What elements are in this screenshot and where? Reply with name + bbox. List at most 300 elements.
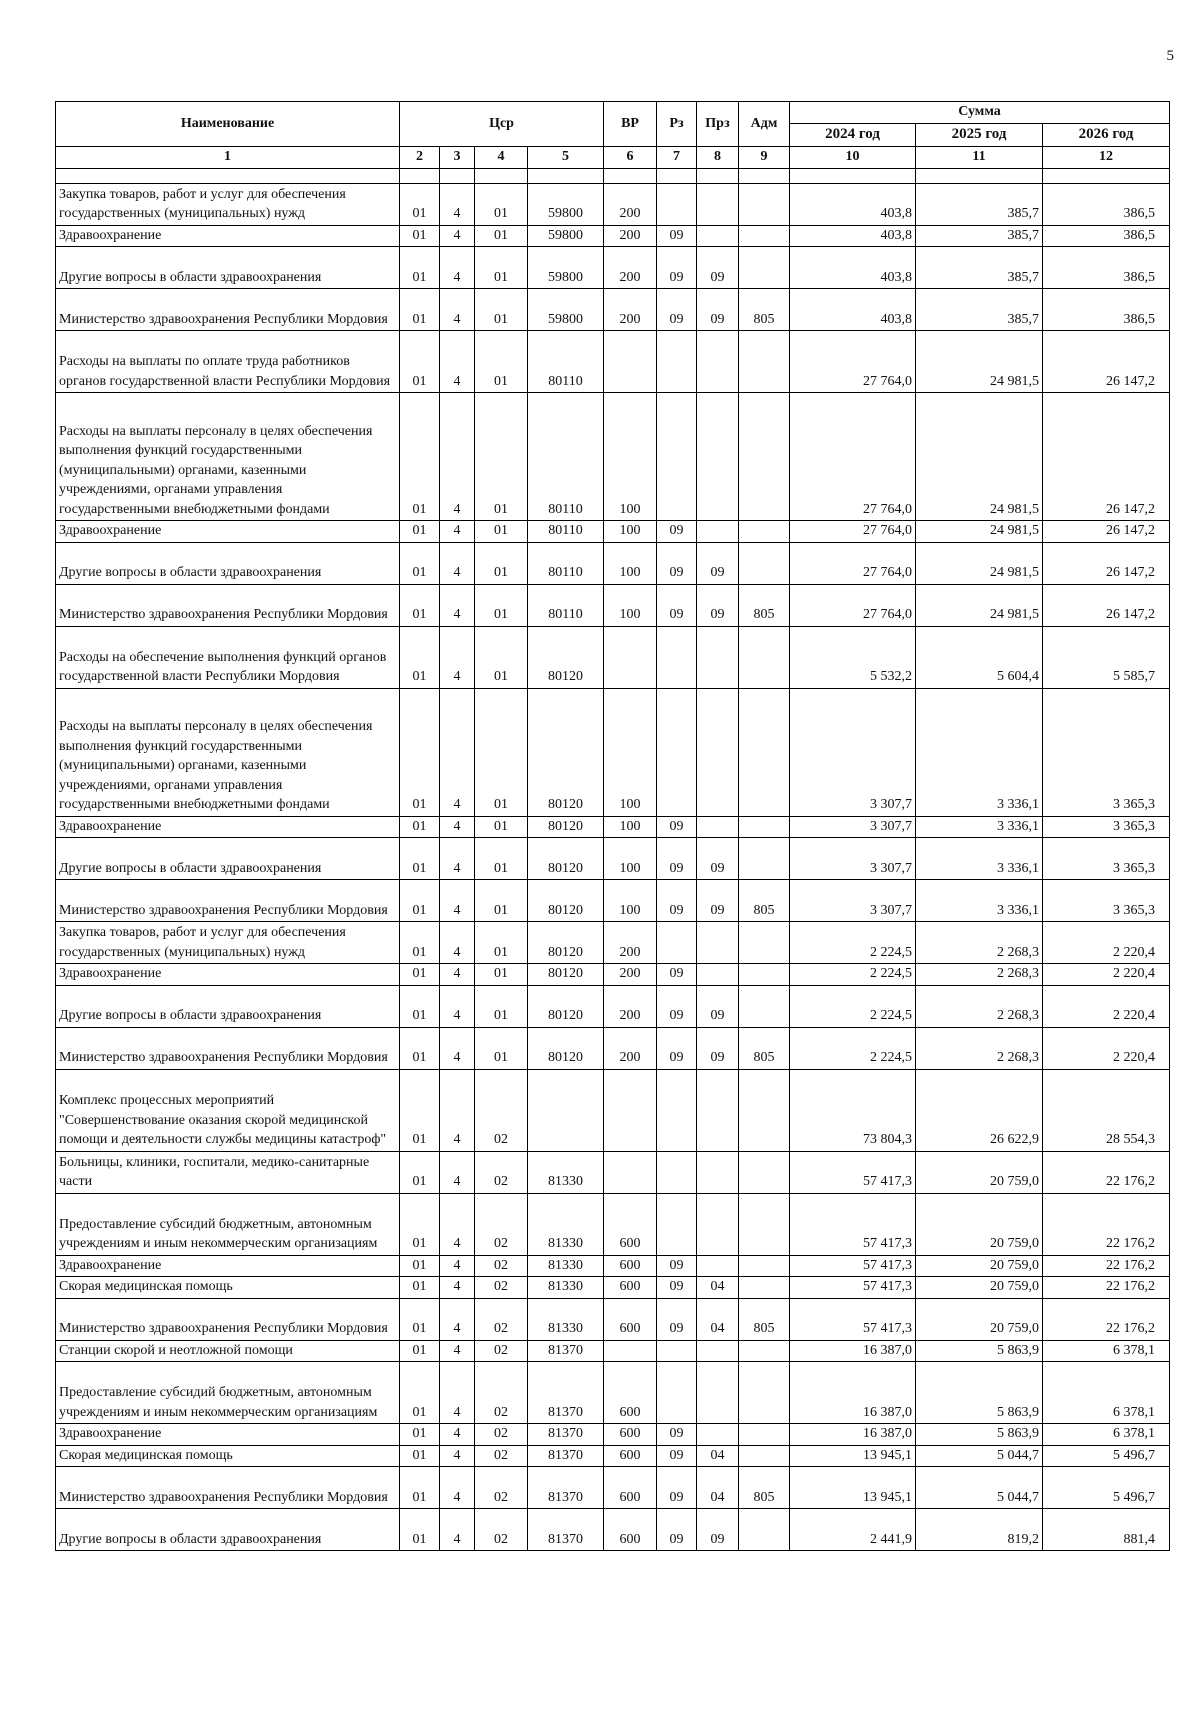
cell-prz (697, 183, 739, 225)
cell-tsr-complex: 01 (475, 816, 528, 838)
cell-tsr-complex: 02 (475, 1193, 528, 1255)
cell-sum-2026: 386,5 (1043, 247, 1170, 289)
cell-sum-2026: 5 496,7 (1043, 1445, 1170, 1467)
cell-sum-2026: 26 147,2 (1043, 584, 1170, 626)
row-name: Министерство здравоохранения Республики Мордовия (56, 289, 400, 331)
cell-tsr-direction: 81330 (528, 1193, 604, 1255)
cell-sum-2024: 27 764,0 (790, 331, 916, 393)
row-name: Расходы на обеспечение выполнения функций органов государственной власти Республики Мордовия (56, 626, 400, 688)
cell-tsr-program: 01 (400, 922, 440, 964)
cell-sum-2025: 24 981,5 (916, 393, 1043, 521)
cell-tsr-direction: 80120 (528, 838, 604, 880)
cell-sum-2025: 3 336,1 (916, 816, 1043, 838)
cell-tsr-type: 4 (440, 1445, 475, 1467)
cell-sum-2026: 26 147,2 (1043, 393, 1170, 521)
table-row (56, 1362, 1170, 1424)
cell-adm: 805 (739, 880, 790, 922)
cell-tsr-direction: 59800 (528, 289, 604, 331)
cell-rz (657, 1193, 697, 1255)
row-name: Расходы на выплаты персоналу в целях обеспечения выполнения функций государственными (муниципальными) органами, казенными учреждениями, органами управления государственными внебюджетными фондами (56, 393, 400, 521)
cell-prz (697, 1069, 739, 1151)
cell-tsr-direction: 81370 (528, 1509, 604, 1551)
cell-prz: 09 (697, 584, 739, 626)
table-row (56, 1467, 1170, 1509)
cell-vr: 200 (604, 922, 657, 964)
table-row (56, 521, 1170, 543)
cell-prz: 09 (697, 247, 739, 289)
cell-sum-2026: 386,5 (1043, 225, 1170, 247)
cell-rz (657, 1151, 697, 1193)
cell-tsr-direction: 59800 (528, 183, 604, 225)
header-year-2024: 2024 год (790, 124, 916, 147)
row-name: Здравоохранение (56, 1255, 400, 1277)
cell-sum-2025: 819,2 (916, 1509, 1043, 1551)
cell-tsr-type: 4 (440, 626, 475, 688)
cell-tsr-direction: 80120 (528, 985, 604, 1027)
cell-tsr-type: 4 (440, 1467, 475, 1509)
cell-tsr-complex: 02 (475, 1151, 528, 1193)
cell-tsr-type: 4 (440, 1027, 475, 1069)
cell-sum-2026: 2 220,4 (1043, 985, 1170, 1027)
cell-sum-2025: 2 268,3 (916, 1027, 1043, 1069)
cell-sum-2026: 5 496,7 (1043, 1467, 1170, 1509)
row-name: Другие вопросы в области здравоохранения (56, 1509, 400, 1551)
cell-adm: 805 (739, 1467, 790, 1509)
cell-vr: 100 (604, 393, 657, 521)
cell-prz (697, 331, 739, 393)
cell-sum-2026: 26 147,2 (1043, 521, 1170, 543)
row-name: Закупка товаров, работ и услуг для обеспечения государственных (муниципальных) нужд (56, 183, 400, 225)
cell-tsr-direction: 80110 (528, 331, 604, 393)
cell-sum-2025: 385,7 (916, 183, 1043, 225)
cell-rz: 09 (657, 1298, 697, 1340)
cell-tsr-program: 01 (400, 1193, 440, 1255)
cell-sum-2025: 3 336,1 (916, 688, 1043, 816)
cell-prz: 04 (697, 1445, 739, 1467)
cell-tsr-complex: 01 (475, 1027, 528, 1069)
cell-vr: 100 (604, 542, 657, 584)
cell-rz: 09 (657, 542, 697, 584)
cell-tsr-direction: 80120 (528, 626, 604, 688)
header-year-2026: 2026 год (1043, 124, 1170, 147)
table-row (56, 183, 1170, 225)
cell-adm (739, 521, 790, 543)
cell-sum-2026: 22 176,2 (1043, 1277, 1170, 1299)
cell-tsr-type: 4 (440, 584, 475, 626)
cell-tsr-direction: 80110 (528, 393, 604, 521)
cell-sum-2025: 2 268,3 (916, 985, 1043, 1027)
row-name: Скорая медицинская помощь (56, 1445, 400, 1467)
cell-vr (604, 1151, 657, 1193)
cell-vr: 600 (604, 1277, 657, 1299)
cell-tsr-direction: 80120 (528, 880, 604, 922)
cell-rz: 09 (657, 247, 697, 289)
cell-sum-2024: 57 417,3 (790, 1255, 916, 1277)
cell-tsr-complex: 01 (475, 964, 528, 986)
cell-vr: 200 (604, 289, 657, 331)
cell-rz (657, 393, 697, 521)
cell-tsr-type: 4 (440, 225, 475, 247)
cell-tsr-type: 4 (440, 838, 475, 880)
cell-prz (697, 922, 739, 964)
cell-prz (697, 688, 739, 816)
cell-sum-2025: 3 336,1 (916, 838, 1043, 880)
row-name: Здравоохранение (56, 1424, 400, 1446)
cell-tsr-complex: 01 (475, 247, 528, 289)
cell-tsr-program: 01 (400, 1445, 440, 1467)
cell-sum-2024: 16 387,0 (790, 1362, 916, 1424)
cell-tsr-program: 01 (400, 521, 440, 543)
cell-vr (604, 1069, 657, 1151)
cell-tsr-type: 4 (440, 1151, 475, 1193)
row-name: Больницы, клиники, госпитали, медико-санитарные части (56, 1151, 400, 1193)
cell-sum-2024: 27 764,0 (790, 542, 916, 584)
cell-rz: 09 (657, 1027, 697, 1069)
cell-tsr-complex: 01 (475, 521, 528, 543)
cell-sum-2025: 20 759,0 (916, 1151, 1043, 1193)
cell-sum-2026: 22 176,2 (1043, 1298, 1170, 1340)
cell-sum-2024: 403,8 (790, 183, 916, 225)
cell-rz: 09 (657, 1509, 697, 1551)
cell-sum-2024: 3 307,7 (790, 816, 916, 838)
table-row (56, 331, 1170, 393)
cell-adm (739, 247, 790, 289)
cell-tsr-type: 4 (440, 183, 475, 225)
cell-adm (739, 183, 790, 225)
column-number-row (56, 147, 1170, 169)
cell-sum-2024: 16 387,0 (790, 1340, 916, 1362)
row-name: Расходы на выплаты персоналу в целях обеспечения выполнения функций государственными (муниципальными) органами, казенными учреждениями, органами управления государственными внебюджетными фондами (56, 688, 400, 816)
cell-tsr-type: 4 (440, 1298, 475, 1340)
cell-rz (657, 1340, 697, 1362)
cell-adm (739, 985, 790, 1027)
cell-prz (697, 964, 739, 986)
cell-prz (697, 393, 739, 521)
cell-sum-2025: 5 863,9 (916, 1340, 1043, 1362)
cell-sum-2026: 3 365,3 (1043, 688, 1170, 816)
cell-tsr-type: 4 (440, 1340, 475, 1362)
cell-vr: 100 (604, 816, 657, 838)
header-rz: Рз (657, 102, 697, 147)
cell-sum-2024: 403,8 (790, 247, 916, 289)
cell-sum-2025: 3 336,1 (916, 880, 1043, 922)
row-name: Комплекс процессных мероприятий "Совершенствование оказания скорой медицинской помощи и деятельности службы медицины катастроф" (56, 1069, 400, 1151)
cell-adm (739, 1509, 790, 1551)
cell-sum-2025: 26 622,9 (916, 1069, 1043, 1151)
cell-tsr-direction: 80110 (528, 521, 604, 543)
cell-sum-2024: 57 417,3 (790, 1298, 916, 1340)
row-name: Предоставление субсидий бюджетным, автономным учреждениям и иным некоммерческим организациям (56, 1362, 400, 1424)
cell-tsr-type: 4 (440, 964, 475, 986)
cell-adm (739, 1445, 790, 1467)
cell-sum-2026: 5 585,7 (1043, 626, 1170, 688)
cell-tsr-complex: 01 (475, 225, 528, 247)
cell-adm (739, 964, 790, 986)
page-number: 5 (1166, 48, 1174, 64)
cell-sum-2026: 2 220,4 (1043, 1027, 1170, 1069)
cell-vr: 600 (604, 1509, 657, 1551)
cell-sum-2025: 20 759,0 (916, 1193, 1043, 1255)
table-row (56, 626, 1170, 688)
cell-tsr-program: 01 (400, 1298, 440, 1340)
cell-tsr-type: 4 (440, 880, 475, 922)
table-row (56, 985, 1170, 1027)
cell-adm (739, 225, 790, 247)
row-name: Здравоохранение (56, 816, 400, 838)
cell-tsr-direction: 80120 (528, 1027, 604, 1069)
cell-sum-2025: 385,7 (916, 289, 1043, 331)
cell-tsr-complex: 01 (475, 838, 528, 880)
cell-sum-2026: 22 176,2 (1043, 1151, 1170, 1193)
row-name: Здравоохранение (56, 964, 400, 986)
cell-tsr-type: 4 (440, 1069, 475, 1151)
cell-tsr-program: 01 (400, 1255, 440, 1277)
cell-tsr-complex: 01 (475, 393, 528, 521)
cell-tsr-program: 01 (400, 838, 440, 880)
cell-tsr-direction: 59800 (528, 247, 604, 289)
table-row (56, 1151, 1170, 1193)
cell-rz: 09 (657, 985, 697, 1027)
cell-tsr-type: 4 (440, 393, 475, 521)
table-row (56, 922, 1170, 964)
header-vr: ВР (604, 102, 657, 147)
cell-sum-2026: 386,5 (1043, 183, 1170, 225)
cell-tsr-direction: 81330 (528, 1151, 604, 1193)
row-name: Другие вопросы в области здравоохранения (56, 838, 400, 880)
cell-tsr-complex: 01 (475, 183, 528, 225)
cell-vr: 600 (604, 1445, 657, 1467)
cell-rz: 09 (657, 1424, 697, 1446)
cell-vr: 200 (604, 247, 657, 289)
cell-rz (657, 1069, 697, 1151)
cell-sum-2024: 2 224,5 (790, 922, 916, 964)
cell-rz: 09 (657, 838, 697, 880)
cell-tsr-program: 01 (400, 1509, 440, 1551)
cell-vr: 100 (604, 521, 657, 543)
cell-sum-2025: 5 044,7 (916, 1445, 1043, 1467)
cell-tsr-program: 01 (400, 289, 440, 331)
cell-tsr-complex: 02 (475, 1069, 528, 1151)
cell-tsr-program: 01 (400, 393, 440, 521)
cell-vr: 200 (604, 225, 657, 247)
table-row (56, 880, 1170, 922)
cell-adm: 805 (739, 1027, 790, 1069)
cell-tsr-program: 01 (400, 1467, 440, 1509)
table-row (56, 247, 1170, 289)
cell-sum-2024: 27 764,0 (790, 584, 916, 626)
cell-prz (697, 626, 739, 688)
cell-vr: 600 (604, 1362, 657, 1424)
cell-rz: 09 (657, 1277, 697, 1299)
row-name: Другие вопросы в области здравоохранения (56, 247, 400, 289)
cell-tsr-complex: 01 (475, 584, 528, 626)
table-row (56, 1069, 1170, 1151)
cell-prz: 09 (697, 542, 739, 584)
cell-tsr-direction: 59800 (528, 225, 604, 247)
cell-tsr-complex: 01 (475, 688, 528, 816)
cell-prz: 04 (697, 1277, 739, 1299)
cell-prz: 04 (697, 1467, 739, 1509)
table-row (56, 584, 1170, 626)
cell-sum-2026: 3 365,3 (1043, 880, 1170, 922)
row-name: Другие вопросы в области здравоохранения (56, 542, 400, 584)
cell-tsr-complex: 02 (475, 1467, 528, 1509)
cell-sum-2026: 6 378,1 (1043, 1362, 1170, 1424)
cell-sum-2024: 3 307,7 (790, 838, 916, 880)
cell-sum-2025: 2 268,3 (916, 964, 1043, 986)
cell-sum-2025: 385,7 (916, 247, 1043, 289)
cell-adm (739, 1069, 790, 1151)
cell-tsr-program: 01 (400, 1027, 440, 1069)
cell-tsr-direction: 80110 (528, 584, 604, 626)
cell-rz (657, 183, 697, 225)
cell-sum-2025: 20 759,0 (916, 1298, 1043, 1340)
cell-prz (697, 521, 739, 543)
column-number: 3 (440, 147, 475, 169)
row-name: Здравоохранение (56, 225, 400, 247)
cell-rz: 09 (657, 584, 697, 626)
column-number: 9 (739, 147, 790, 169)
cell-sum-2024: 16 387,0 (790, 1424, 916, 1446)
cell-tsr-type: 4 (440, 1193, 475, 1255)
cell-vr: 100 (604, 880, 657, 922)
column-number: 7 (657, 147, 697, 169)
cell-prz (697, 1151, 739, 1193)
cell-adm (739, 688, 790, 816)
cell-sum-2026: 2 220,4 (1043, 964, 1170, 986)
cell-rz: 09 (657, 225, 697, 247)
table-header (56, 102, 1170, 169)
cell-tsr-program: 01 (400, 331, 440, 393)
cell-rz: 09 (657, 964, 697, 986)
cell-prz: 09 (697, 289, 739, 331)
table-row (56, 225, 1170, 247)
table-row (56, 688, 1170, 816)
cell-tsr-type: 4 (440, 922, 475, 964)
cell-rz (657, 331, 697, 393)
row-name: Станции скорой и неотложной помощи (56, 1340, 400, 1362)
cell-adm (739, 838, 790, 880)
cell-tsr-complex: 02 (475, 1424, 528, 1446)
cell-tsr-direction: 81330 (528, 1277, 604, 1299)
cell-tsr-program: 01 (400, 964, 440, 986)
cell-adm (739, 626, 790, 688)
cell-tsr-type: 4 (440, 542, 475, 584)
cell-rz: 09 (657, 1445, 697, 1467)
cell-tsr-complex: 01 (475, 922, 528, 964)
cell-adm (739, 1362, 790, 1424)
cell-tsr-program: 01 (400, 1069, 440, 1151)
cell-tsr-type: 4 (440, 1362, 475, 1424)
header-tsr: Цср (400, 102, 604, 147)
cell-tsr-type: 4 (440, 289, 475, 331)
cell-prz: 04 (697, 1298, 739, 1340)
cell-vr: 200 (604, 964, 657, 986)
table-row (56, 1255, 1170, 1277)
table-row (56, 1277, 1170, 1299)
cell-sum-2024: 3 307,7 (790, 880, 916, 922)
row-name: Министерство здравоохранения Республики Мордовия (56, 880, 400, 922)
cell-adm (739, 542, 790, 584)
cell-tsr-program: 01 (400, 225, 440, 247)
cell-tsr-complex: 01 (475, 880, 528, 922)
cell-rz (657, 688, 697, 816)
cell-sum-2024: 2 224,5 (790, 1027, 916, 1069)
column-number: 10 (790, 147, 916, 169)
cell-sum-2025: 5 604,4 (916, 626, 1043, 688)
cell-tsr-type: 4 (440, 1424, 475, 1446)
cell-tsr-type: 4 (440, 816, 475, 838)
cell-sum-2025: 24 981,5 (916, 331, 1043, 393)
cell-vr (604, 331, 657, 393)
cell-tsr-program: 01 (400, 247, 440, 289)
cell-sum-2024: 57 417,3 (790, 1151, 916, 1193)
cell-prz (697, 816, 739, 838)
cell-adm (739, 1255, 790, 1277)
column-number: 5 (528, 147, 604, 169)
column-number: 4 (475, 147, 528, 169)
cell-tsr-type: 4 (440, 1277, 475, 1299)
cell-sum-2025: 2 268,3 (916, 922, 1043, 964)
cell-sum-2024: 2 441,9 (790, 1509, 916, 1551)
cell-tsr-direction: 80110 (528, 542, 604, 584)
row-name: Министерство здравоохранения Республики Мордовия (56, 1298, 400, 1340)
cell-vr: 600 (604, 1467, 657, 1509)
cell-rz: 09 (657, 880, 697, 922)
cell-adm (739, 1193, 790, 1255)
cell-prz (697, 225, 739, 247)
row-name: Другие вопросы в области здравоохранения (56, 985, 400, 1027)
cell-sum-2026: 22 176,2 (1043, 1255, 1170, 1277)
column-number: 12 (1043, 147, 1170, 169)
cell-tsr-direction: 81330 (528, 1298, 604, 1340)
cell-adm: 805 (739, 289, 790, 331)
cell-rz (657, 1362, 697, 1424)
cell-sum-2024: 13 945,1 (790, 1445, 916, 1467)
header-adm: Адм (739, 102, 790, 147)
cell-sum-2026: 26 147,2 (1043, 331, 1170, 393)
cell-sum-2024: 2 224,5 (790, 964, 916, 986)
cell-adm (739, 331, 790, 393)
cell-prz (697, 1340, 739, 1362)
cell-tsr-type: 4 (440, 521, 475, 543)
cell-tsr-complex: 02 (475, 1277, 528, 1299)
cell-tsr-program: 01 (400, 183, 440, 225)
table-row (56, 1298, 1170, 1340)
budget-table (55, 101, 1170, 1551)
cell-vr: 200 (604, 985, 657, 1027)
cell-adm: 805 (739, 1298, 790, 1340)
cell-rz: 09 (657, 521, 697, 543)
cell-tsr-direction: 80120 (528, 964, 604, 986)
cell-prz (697, 1424, 739, 1446)
cell-vr: 200 (604, 183, 657, 225)
cell-rz (657, 626, 697, 688)
cell-sum-2024: 403,8 (790, 225, 916, 247)
cell-sum-2026: 3 365,3 (1043, 816, 1170, 838)
cell-tsr-program: 01 (400, 542, 440, 584)
cell-tsr-direction: 81370 (528, 1445, 604, 1467)
cell-tsr-complex: 01 (475, 626, 528, 688)
cell-tsr-complex: 02 (475, 1298, 528, 1340)
cell-sum-2024: 27 764,0 (790, 521, 916, 543)
cell-tsr-complex: 01 (475, 542, 528, 584)
cell-sum-2024: 3 307,7 (790, 688, 916, 816)
cell-tsr-type: 4 (440, 331, 475, 393)
cell-tsr-program: 01 (400, 880, 440, 922)
table-row (56, 1445, 1170, 1467)
header-year-2025: 2025 год (916, 124, 1043, 147)
